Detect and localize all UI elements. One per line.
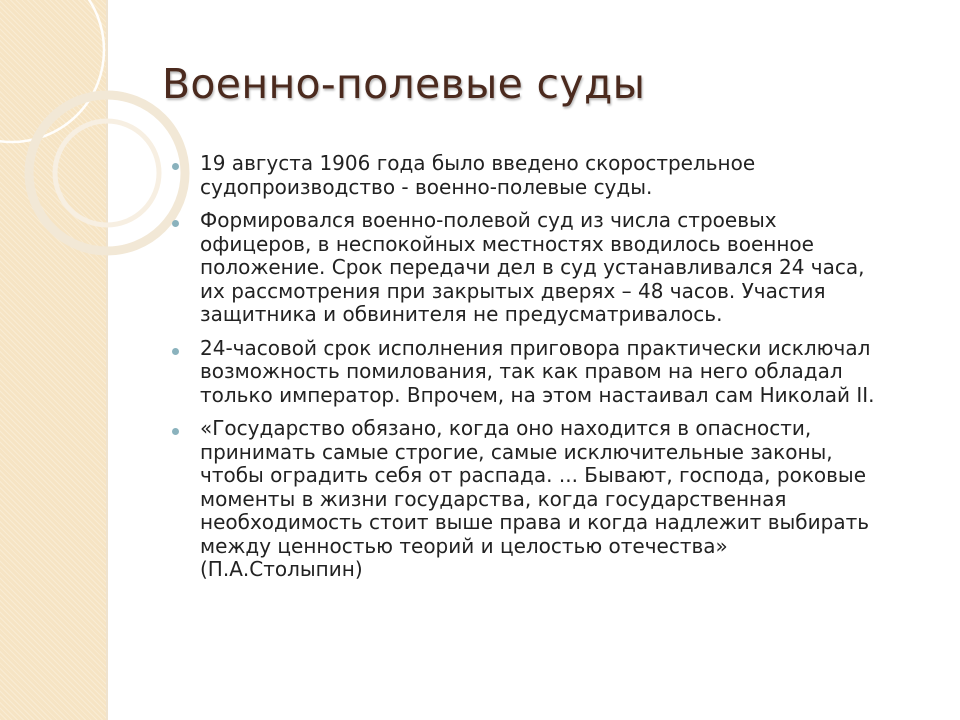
side-panel	[0, 0, 106, 720]
bullet-list	[172, 152, 942, 592]
side-panel-edge	[106, 0, 108, 720]
bullet-item	[172, 152, 942, 199]
bullet-dot-icon	[172, 163, 179, 170]
slide-title: Военно-полевые суды	[162, 60, 646, 108]
bullet-text: 19 августа 1906 года было введено скорострельное судопроизводство - военно-полевые суды.	[200, 151, 756, 199]
bullet-dot-icon	[172, 428, 179, 435]
bullet-dot-icon	[172, 348, 179, 355]
bullet-text: «Государство обязано, когда оно находится в опасности, принимать самые строгие, самые исключительные законы, чтобы оградить себя от распада. ... Бывают, господа, роковые моменты в жизни государства, когда государственная необходимость стоит выше права и когда надлежит выбирать между ценностью теорий и целостью отечества» (П.А.Столыпин)	[200, 416, 870, 581]
bullet-dot-icon	[172, 220, 179, 227]
bullet-text: Формировался военно-полевой суд из числа строевых офицеров, в неспокойных местностях вводилось военное положение. Срок передачи дел в суд устанавливался 24 часа, их рассмотрения при закрытых дверях – 48 часов. Участия защитника и обвинителя не предусматривалось.	[200, 208, 865, 326]
bullet-item	[172, 417, 942, 582]
bullet-item	[172, 209, 942, 327]
bullet-item	[172, 337, 942, 408]
bullet-text: 24-часовой срок исполнения приговора практически исключал возможность помилования, так как правом на него обладал только император. Впрочем, на этом настаивал сам Николай II.	[200, 335, 875, 407]
